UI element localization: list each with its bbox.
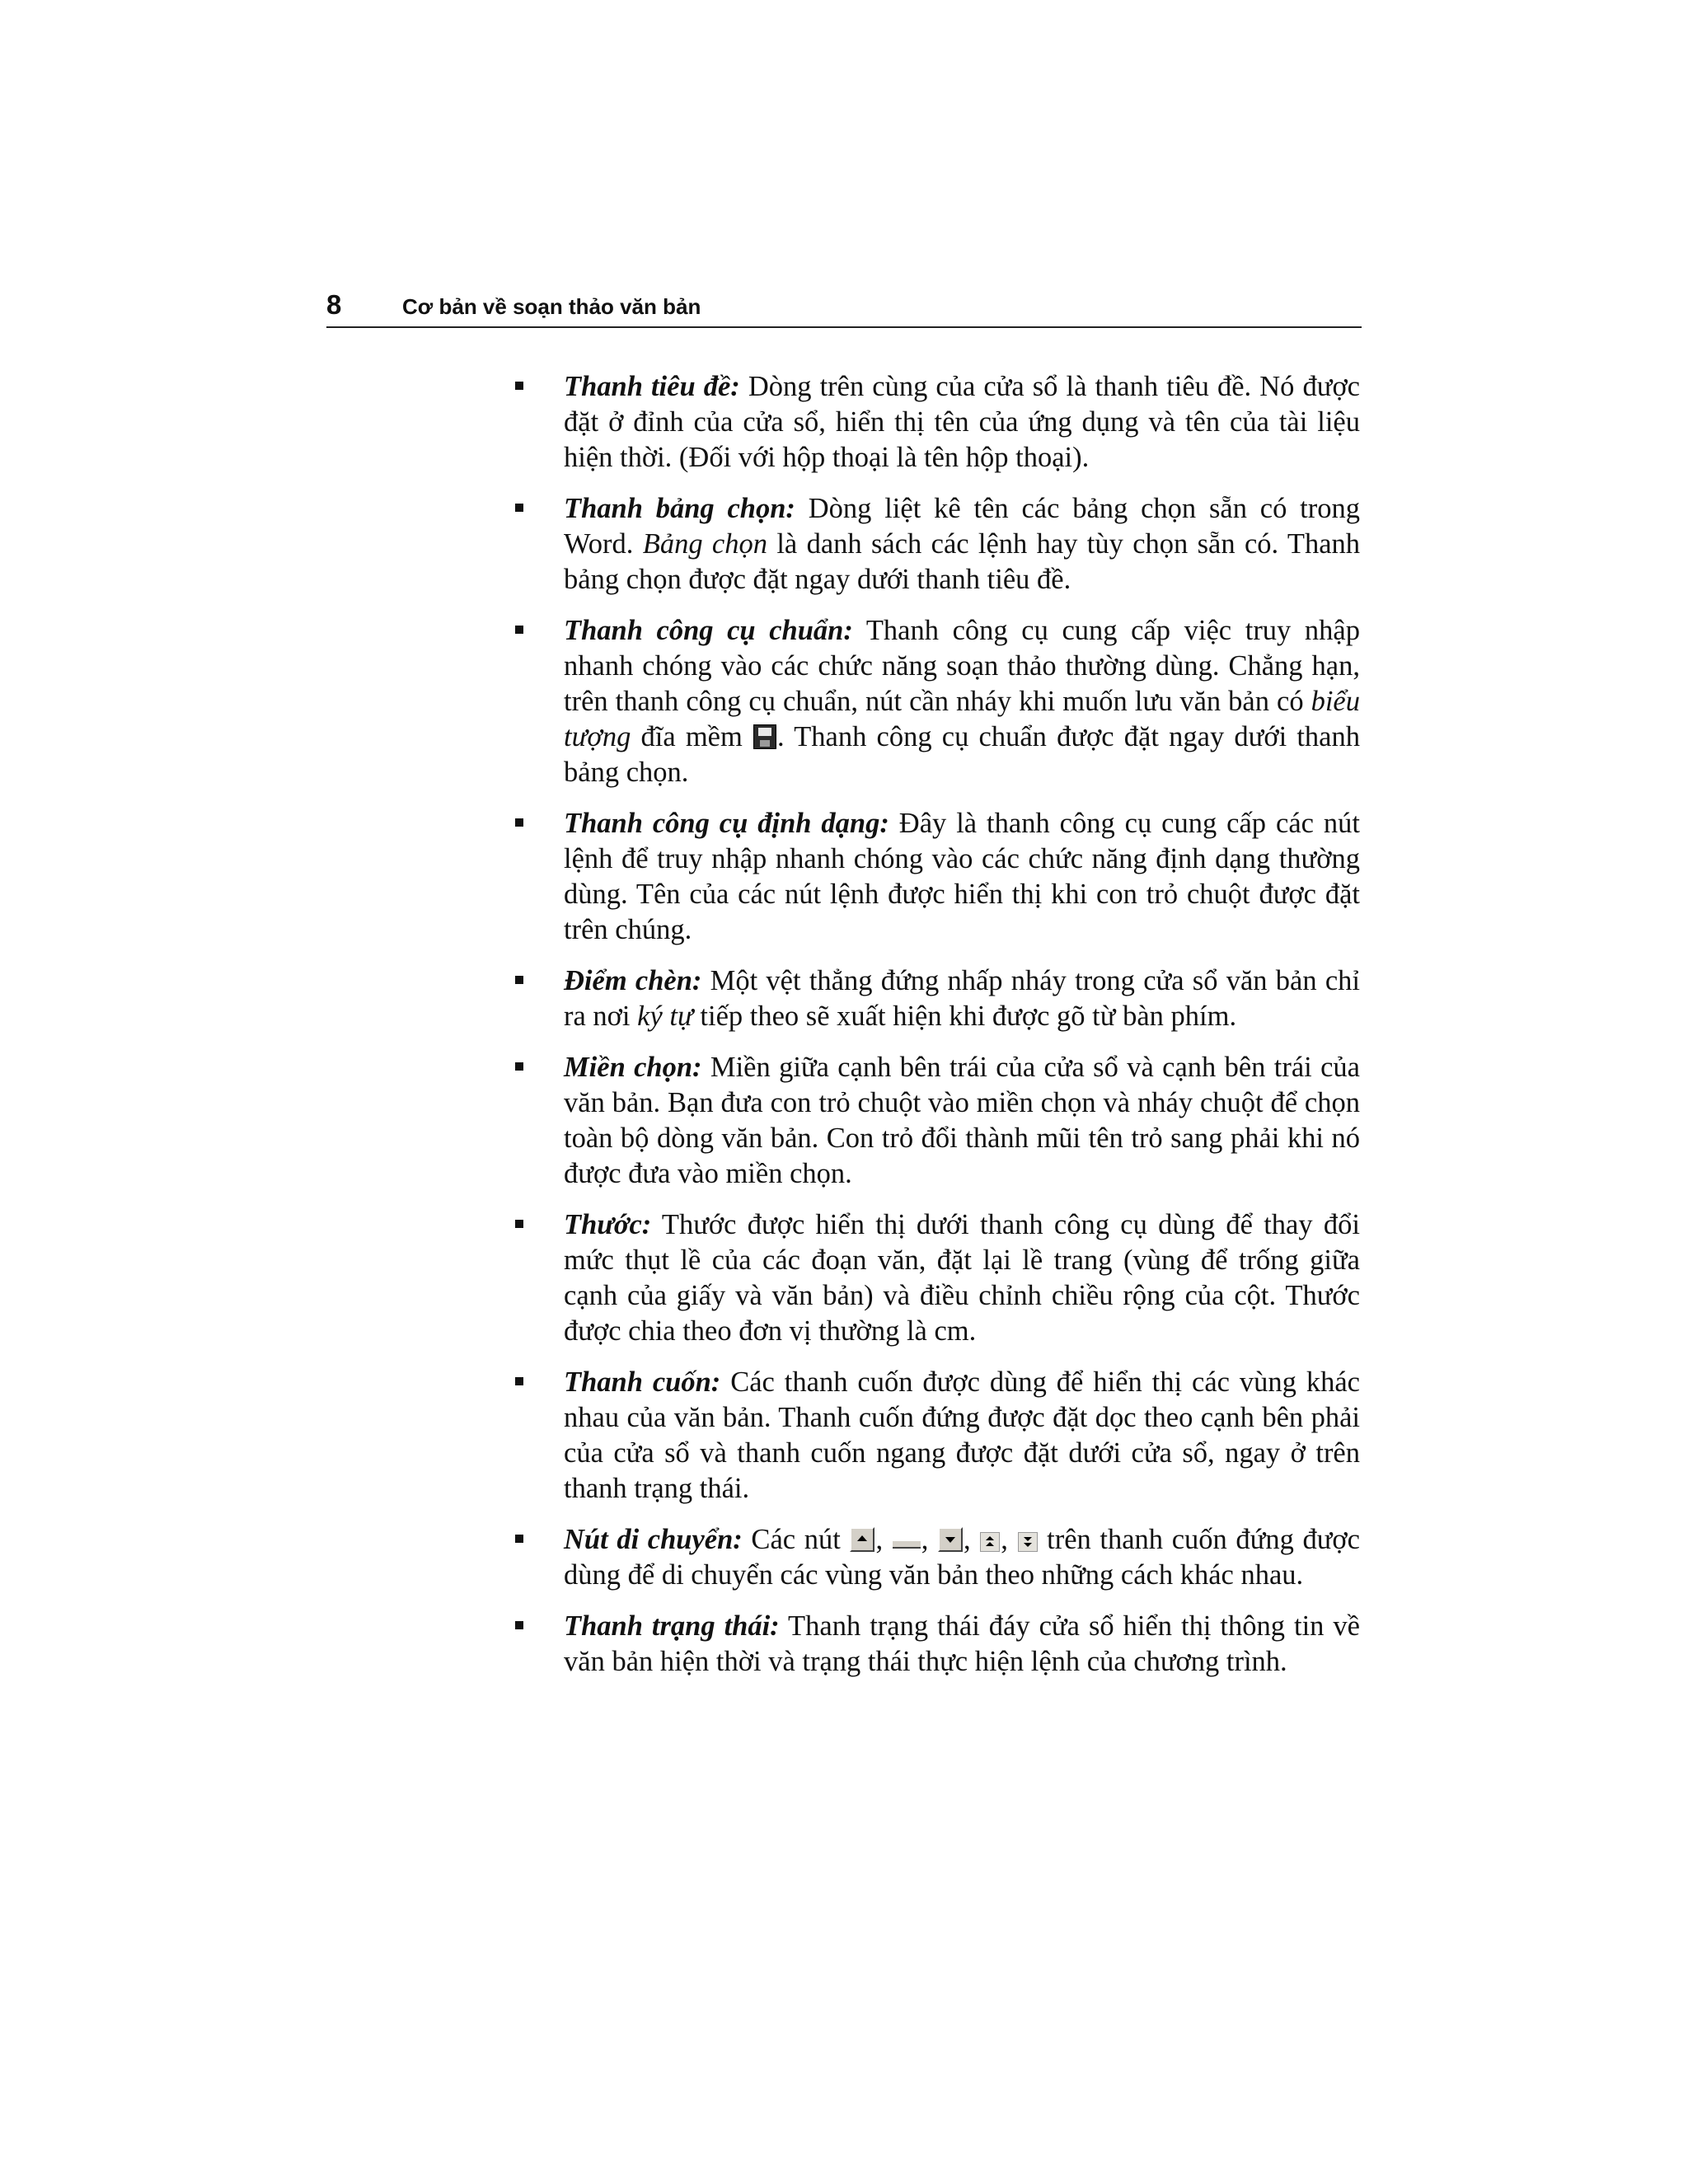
term: Thanh cuốn: [564, 1366, 721, 1398]
term: Thanh bảng chọn: [564, 493, 795, 524]
scroll-thumb-icon [893, 1540, 921, 1549]
bullet-icon [515, 976, 523, 984]
list-item [511, 1365, 1360, 1507]
separator: , [963, 1524, 971, 1555]
bullet-list [511, 369, 1360, 1695]
description: Các thanh cuốn được dùng để hiển thị các vùng khác nhau của văn bản. Thanh cuốn đứng được đặt dọc theo cạnh bên phải của cửa sổ và thanh cuốn ngang được đặt dưới cửa sổ, ngay ở trên thanh trạng thái. [564, 1366, 1360, 1504]
description: Miền giữa cạnh bên trái của cửa sổ và cạnh bên trái của văn bản. Bạn đưa con trỏ chuột vào miền chọn và nháy chuột để chọn toàn bộ dòng văn bản. Con trỏ đổi thành mũi tên trỏ sang phải khi nó được đưa vào miền chọn. [564, 1052, 1360, 1189]
description: Thước được hiển thị dưới thanh công cụ dùng để thay đổi mức thụt lề của các đoạn văn, đặt lại lề trang (vùng để trống giữa cạnh của giấy và văn bản) và điều chỉnh chiều rộng của cột. Thước được chia theo đơn vị thường là cm. [564, 1209, 1360, 1347]
bullet-icon [515, 1377, 523, 1385]
term: Thanh công cụ chuẩn: [564, 615, 853, 646]
emphasis: Bảng chọn [642, 528, 767, 560]
separator: , [921, 1524, 929, 1555]
description: Đây là thanh công cụ cung cấp các nút lệnh để truy nhập nhanh chóng vào các chức năng định dạng thường dùng. Tên của các nút lệnh được hiển thị khi con trỏ chuột được đặt trên chúng. [564, 808, 1360, 945]
emphasis: biểu tượng [564, 686, 1360, 752]
previous-page-icon [980, 1532, 1000, 1552]
description: Các nút [742, 1524, 850, 1555]
term: Thước: [564, 1209, 652, 1240]
description: trên thanh cuốn đứng được dùng để di chuyển các vùng văn bản theo những cách khác nhau. [564, 1524, 1360, 1591]
list-item [511, 491, 1360, 598]
bullet-icon [515, 1621, 523, 1629]
list-item [511, 1050, 1360, 1192]
separator: , [875, 1524, 884, 1555]
list-item [511, 963, 1360, 1034]
next-page-icon [1018, 1532, 1038, 1552]
list-item [511, 1207, 1360, 1349]
page-number: 8 [326, 289, 342, 320]
description: tiếp theo sẽ xuất hiện khi được gõ từ bàn phím. [692, 1001, 1237, 1032]
description: Thanh trạng thái đáy cửa sổ hiển thị thông tin về văn bản hiện thời và trạng thái thực hiện lệnh của chương trình. [564, 1610, 1360, 1677]
bullet-icon [515, 1220, 523, 1228]
floppy-disk-icon [753, 724, 776, 749]
list-item [511, 1609, 1360, 1680]
description: Dòng liệt kê tên các bảng chọn sẵn có trong Word. [564, 493, 1361, 560]
bullet-icon [515, 504, 523, 512]
term: Thanh tiêu đề: [564, 371, 740, 402]
term: Thanh trạng thái: [564, 1610, 780, 1642]
description: là danh sách các lệnh hay tùy chọn sẵn có. Thanh bảng chọn được đặt ngay dưới thanh tiêu đề. [564, 528, 1361, 595]
list-item [511, 1522, 1360, 1593]
description: . Thanh công cụ chuẩn được đặt ngay dưới thanh bảng chọn. [564, 721, 1360, 788]
description: Thanh công cụ cung cấp việc truy nhập nhanh chóng vào các chức năng soạn thảo thường dùng. Chẳng hạn, trên thanh công cụ chuẩn, nút cần nháy khi muốn lưu văn bản có [564, 615, 1360, 717]
term: Miền chọn: [564, 1052, 702, 1083]
scroll-down-arrow-icon [938, 1527, 963, 1552]
running-title: Cơ bản về soạn thảo văn bản [402, 294, 701, 319]
list-item [511, 369, 1360, 476]
list-item [511, 613, 1360, 790]
description: đĩa mềm [631, 721, 753, 752]
term: Nút di chuyển: [564, 1524, 743, 1555]
separator: , [1001, 1524, 1008, 1555]
term: Điểm chèn: [564, 965, 702, 996]
bullet-icon [515, 1062, 523, 1071]
scroll-up-arrow-icon [850, 1527, 874, 1552]
bullet-icon [515, 626, 523, 634]
page-header [326, 290, 1362, 328]
description: Một vệt thẳng đứng nhấp nháy trong cửa sổ văn bản chỉ ra nơi [564, 965, 1361, 1032]
term: Thanh công cụ định dạng: [564, 808, 889, 839]
list-item [511, 806, 1360, 948]
bullet-icon [515, 382, 523, 390]
description: Dòng trên cùng của cửa sổ là thanh tiêu đề. Nó được đặt ở đỉnh của cửa sổ, hiển thị tên của ứng dụng và tên của tài liệu hiện thời. (Đối với hộp thoại là tên hộp thoại). [564, 371, 1360, 473]
emphasis: ký tự [637, 1001, 693, 1032]
bullet-icon [515, 1535, 523, 1543]
bullet-icon [515, 818, 523, 827]
